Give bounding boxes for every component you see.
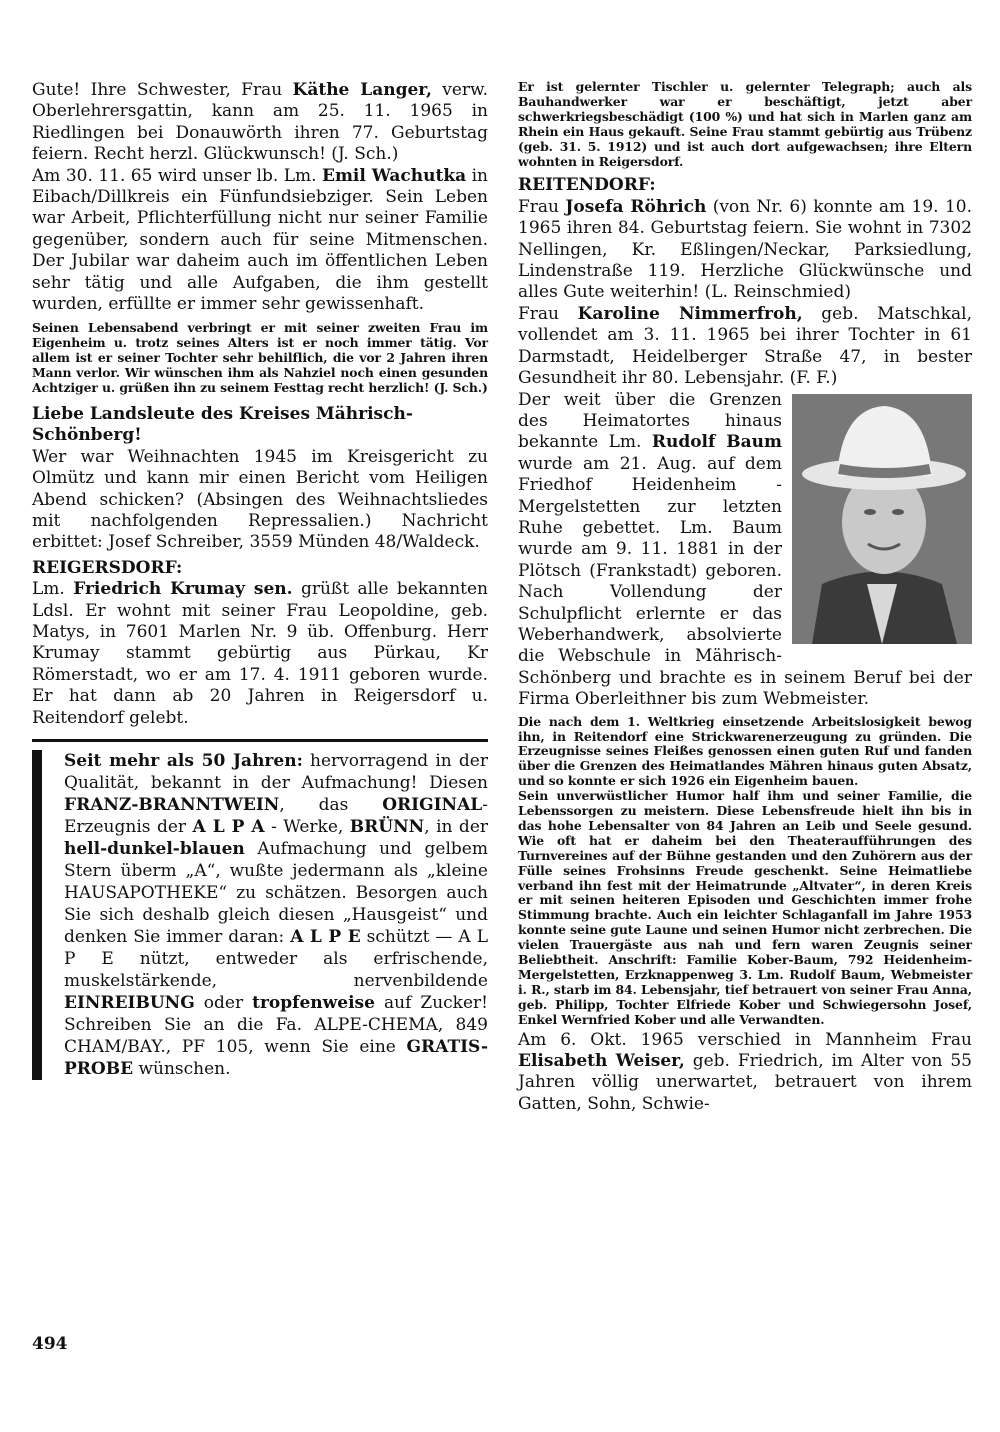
ad-text-part: Aufmachung und gelbem Stern überm „A“, wußte jedermann als „kleine HAUSAPOTHEKE“ zu schätzen. Besorgen auch Sie sich deshalb gleich diesen „Hausgeist“ und denken Sie immer daran:	[64, 839, 488, 948]
paragraph-langer	[32, 80, 488, 166]
text: Lm.	[32, 579, 74, 600]
ad-bar	[32, 750, 42, 1080]
ad-text-part: oder	[194, 993, 253, 1014]
left-column	[32, 80, 488, 1080]
person-name: Käthe Langer,	[292, 80, 432, 100]
person-name: Rudolf Baum	[651, 432, 782, 453]
paragraph-wachutka	[32, 166, 488, 316]
text: (von Nr. 6) konnte am 19. 10. 1965 ihren 84. Geburtstag feiern. Sie wohnt in 7302 Nellingen, Kr. Eßlingen/Neckar, Parksiedlung, Lindenstraße 119. Herzliche Glückwünsche und alles Gute weiterhin! (L. Reinschmied)	[518, 196, 972, 303]
ad-text-part: - Werke,	[264, 817, 350, 838]
ad-bold: Seit mehr als 50 Jahren:	[64, 751, 303, 772]
text: grüßt alle bekannten Ldsl. Er wohnt mit seiner Frau Leopoldine, geb. Matys, in 7601 Marlen Nr. 9 üb. Offenburg. Herr Krumay stammt gebürtig aus Pürkau, Kr Römerstadt, wo er am 17. 4. 1911 geboren wurde. Er hat dann ab 20 Jahren in Reigersdorf u. Reitendorf gelebt.	[32, 579, 489, 728]
text: Frau	[518, 196, 566, 217]
ad-bold: A L P E	[290, 927, 361, 948]
page-number: 494	[32, 1334, 68, 1354]
small-paragraph-krumay-cont: Er ist gelernter Tischler u. gelernter Telegraph; auch als Bauhandwerker war er beschäftigt, jetzt aber schwerkriegsbeschädigt (100 %) und hat sich in Marlen ganz am Rhein ein Haus gekauft. Seine Frau stammt gebürtig aus Trübenz (geb. 31. 5. 1912) und ist auch dort aufgewachsen; ihre Eltern wohnten in Reigersdorf.	[518, 79, 972, 169]
text: wurde am 21. Aug. auf dem Friedhof Heidenheim - Mergelstetten zur letzten Ruhe gebettet. Lm. Baum wurde am 9. 11. 1881 in der Plötsch (Frankstadt) geboren. Nach Vollendung der Schulpflicht erlernte er das Weberhandwerk, absolvierte die Webschule in Mährisch-Schönberg und brachte es in seinem Beruf bei der Firma Oberleithner bis zum Webmeister.	[518, 453, 972, 710]
ad-bold: BRÜNN	[349, 817, 425, 838]
paragraph-krumay	[32, 579, 488, 729]
right-column	[518, 80, 972, 1115]
small-paragraph-baum-1: Die nach dem 1. Weltkrieg einsetzende Arbeitslosigkeit bewog ihn, in Reitendorf eine Strickwarenerzeugung zu gründen. Die Erzeugnisse seines Fleißes genossen einen guten Ruf und fanden über die Grenzen des Heimatlandes Mähren hinaus guten Absatz, und so konnte er sich 1926 ein Eigenheim bauen.	[518, 713, 972, 789]
ad-text-part: schützt — A L P E nützt, entweder als erfrischende, muskelstärkende, nervenbildende	[64, 927, 489, 992]
heading-reigersdorf: REIGERSDORF:	[32, 557, 183, 578]
ad-text-part: hervorragend in der Qualität, bekannt in der Aufmachung! Diesen	[64, 751, 488, 794]
ad-bold: FRANZ-BRANNTWEIN	[64, 795, 280, 816]
text: geb. Friedrich, im Alter von 55 Jahren völlig unerwartet, betrauert von ihrem Gatten, Sohn, Schwie-	[518, 1051, 972, 1114]
divider-rule	[32, 739, 488, 742]
paragraph-nimmerfroh	[518, 304, 972, 390]
text: Frau	[518, 303, 578, 324]
heading-reitendorf: REITENDORF:	[518, 175, 656, 196]
paragraph-roehrich	[518, 197, 972, 304]
heading-maehrisch-schoenberg: Liebe Landsleute des Kreises Mährisch-Schönberg!	[32, 404, 413, 446]
portrait-photo-image	[792, 394, 972, 644]
portrait-photo	[792, 394, 972, 644]
text: in Eibach/Dillkreis ein Fünfundsiebziger. Sein Leben war Arbeit, Pflichterfüllung nicht nur seiner Familie gegenüber, sondern auch für seine Mitmenschen. Der Jubilar war daheim auch im öffentlichen Leben sehr tätig und alle Aufgaben, die ihm gestellt wurden, erfüllte er immer sehr gewissenhaft.	[32, 165, 488, 315]
text: Am 6. Okt. 1965 verschied in Mannheim Frau	[518, 1029, 972, 1050]
text: Gute! Ihre Schwester, Frau	[32, 80, 293, 100]
ad-bold: GRATIS-PROBE	[64, 1037, 488, 1080]
person-name: Karoline Nimmerfroh,	[577, 303, 803, 324]
advertisement-alpe	[32, 750, 488, 1080]
person-name: Friedrich Krumay sen.	[73, 579, 293, 600]
paragraph-schreiber: Wer war Weihnachten 1945 im Kreisgericht zu Olmütz und kann mir einen Bericht vom Heiligen Abend schicken? (Absingen des Weihnachtsliedes mit nachfolgenden Repressalien.) Nachricht erbittet: Josef Schreiber, 3559 Münden 48/Waldeck.	[32, 446, 488, 553]
ad-text-part: wünschen.	[133, 1059, 231, 1080]
paragraph-weiser	[518, 1030, 972, 1116]
person-name: Emil Wachutka	[321, 165, 467, 186]
ad-text-part: auf Zucker! Schreiben Sie an die Fa. ALPE-CHEMA, 849 CHAM/BAY., PF 105, wenn Sie eine	[64, 993, 488, 1058]
text: Am 30. 11. 65 wird unser lb. Lm.	[32, 165, 322, 186]
ad-bold: hell-dunkel-blauen	[64, 839, 245, 860]
ad-text	[64, 750, 488, 1080]
ad-text-part: , in der	[424, 817, 489, 838]
text: Der weit über die Grenzen des Heimatortes hinaus bekannte Lm.	[518, 389, 782, 453]
small-paragraph-wachutka: Seinen Lebensabend verbringt er mit seiner zweiten Frau im Eigenheim u. trotz seines Alters ist er noch immer tätig. Vor allem ist er seiner Tochter sehr behilflich, die vor 2 Jahren ihren Mann verlor. Wir wünschen ihm als Nahziel noch einen gesunden Achtziger u. grüßen ihn zu seinem Festtag recht herzlich! (J. Sch.)	[32, 320, 488, 396]
ad-bold: EINREIBUNG	[64, 993, 195, 1014]
person-name: Elisabeth Weiser,	[518, 1051, 685, 1072]
ad-bold: ORIGINAL	[382, 795, 483, 816]
text: geb. Matschkal, vollendet am 3. 11. 1965 bei ihrer Tochter in 61 Darmstadt, Heidelberger Straße 47, in bester Gesundheit ihr 80. Lebensjahr. (F. F.)	[518, 303, 972, 389]
ad-text-part: -Erzeugnis der	[64, 795, 488, 838]
small-paragraph-baum-2: Sein unverwüstlicher Humor half ihm und seiner Familie, die Lebenssorgen zu meistern. Diese Lebensfreude hielt ihn bis in das hohe Lebensalter von 84 Jahren an Leib und Seele gesund. Wie oft hat er daheim bei den Theateraufführungen des Turnvereines auf der Bühne gestanden und den Zuhörern aus der Fülle seines Frohsinns Freude geschenkt. Seine Heimatliebe verband ihn fest mit der Heimatrunde „Altvater“, in deren Kreis er mit seinen heiteren Episoden und Geschichten immer frohe Stimmung brachte. Auch ein leichter Schlaganfall im Jahre 1953 konnte seine gute Laune und seinen Humor nicht zerbrechen. Die vielen Trauergäste aus nah und fern waren Zeugnis seiner Beliebtheit. Anschrift: Familie Kober-Baum, 792 Heidenheim-Mergelstetten, Erzknappenweg 3. Lm. Rudolf Baum, Webmeister i. R., starb im 84. Lebensjahr, tief betrauert von seiner Frau Anna, geb. Philipp, Tochter Elfriede Kober und Schwiegersohn Josef, Enkel Wernfried Kober und alle Verwandten.	[518, 788, 972, 1027]
ad-bold: tropfenweise	[252, 993, 375, 1014]
person-name: Josefa Röhrich	[565, 196, 707, 217]
ad-bold: A L P A	[192, 817, 265, 838]
text: verw. Oberlehrersgattin, kann am 25. 11. 1965 in Riedlingen bei Donauwörth ihren 77. Geburtstag feiern. Recht herzl. Glückwunsch! (J. Sch.)	[32, 80, 488, 165]
ad-text-part: , das	[279, 795, 383, 816]
